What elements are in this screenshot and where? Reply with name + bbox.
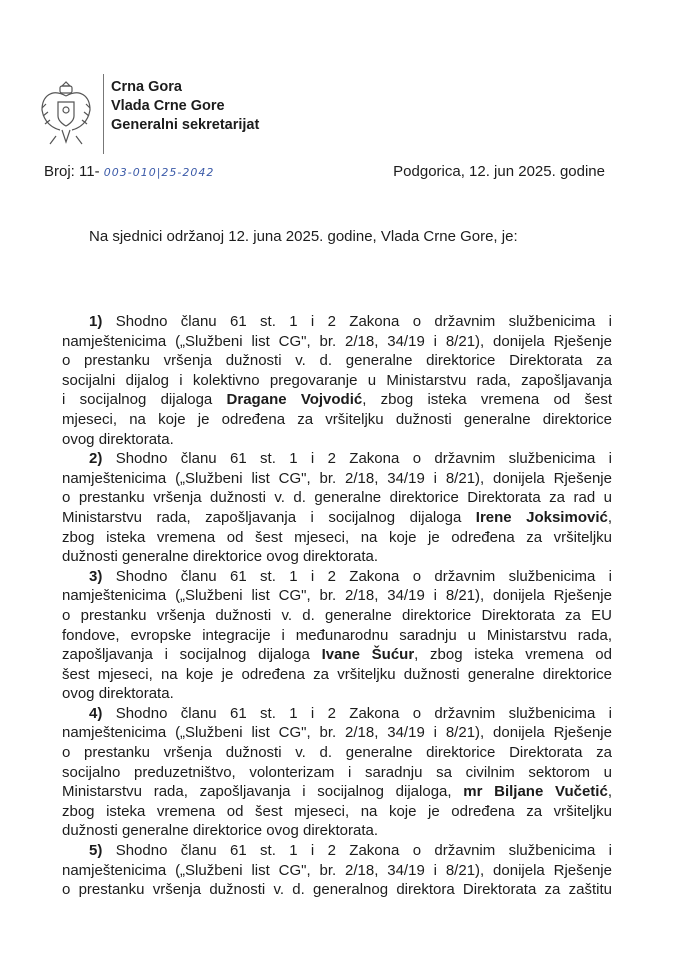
coat-of-arms-emblem: [38, 78, 94, 148]
decision-paragraph: [62, 704, 612, 841]
text-segment: zbog isteka vremena od šest mjeseci, na koje je određena za vršiteljku: [62, 528, 612, 546]
bold-text: 1): [89, 313, 103, 330]
paragraph-line: [62, 410, 612, 430]
text-segment: o prestanku vršenja dužnosti v. d. generalnog direktora Direktorata za zaštitu: [62, 881, 612, 899]
text-segment: namještenicima („Službeni list CG", br. 2/18, 34/19 i 8/21), donijela Rješenje: [62, 587, 612, 605]
bold-text: Dragane Vojvodić: [226, 391, 363, 409]
text-segment: namještenicima („Službeni list CG", br. 2/18, 34/19 i 8/21), donijela Rješenje: [62, 469, 612, 487]
text-segment: Shodno članu 61 st. 1 i 2 Zakona o državnim službenicima i: [102, 567, 612, 585]
paragraph-line: [62, 821, 612, 841]
text-segment: Shodno članu 61 st. 1 i 2 Zakona o državnim službenicima i: [102, 842, 612, 860]
text-segment: o prestanku vršenja dužnosti v. d. generalne direktorice Direktorata za rad u: [62, 489, 612, 507]
paragraph-line: [62, 371, 612, 391]
paragraph-line: [62, 626, 612, 646]
text-segment: Shodno članu 61 st. 1 i 2 Zakona o državnim službenicima i: [102, 450, 612, 468]
text-segment: mjeseci, na koje je određena za vršiteljku dužnosti generalne direktorice: [62, 410, 612, 428]
paragraph-line: [62, 390, 612, 410]
bold-text: 5): [89, 842, 103, 860]
document-date: Podgorica, 12. jun 2025. godine: [393, 163, 605, 180]
paragraph-line: [62, 312, 612, 332]
bold-text: 2): [89, 450, 103, 468]
text-segment: Ministarstvu rada, zapošljavanja i socijalnog dijaloga,: [62, 783, 464, 801]
bold-text: Irene Joksimović: [475, 508, 608, 526]
paragraph-line: [62, 802, 612, 822]
bold-text: 4): [89, 704, 103, 722]
org-country: Crna Gora: [111, 79, 182, 95]
text-segment: o prestanku vršenja dužnosti v. d. generalne direktorice Direktorata za EU: [62, 606, 612, 624]
paragraph-line: [62, 567, 612, 587]
paragraph-line: [62, 449, 612, 469]
paragraph-line: [62, 586, 612, 606]
text-segment: , zbog isteka vremena od šest: [362, 391, 612, 409]
bold-text: mr Biljane Vučetić: [463, 783, 608, 801]
text-segment: o prestanku vršenja dužnosti v. d. generalne direktorice Direktorata za: [62, 744, 612, 762]
text-segment: ovog direktorata.: [62, 430, 174, 448]
paragraph-line: [62, 665, 612, 685]
paragraph-line: [62, 723, 612, 743]
paragraph-line: [62, 782, 612, 802]
text-segment: socijalni dijalog i kolektivno pregovaranje u Ministarstvu rada, zapošljavanja: [62, 371, 612, 389]
text-segment: Shodno članu 61 st. 1 i 2 Zakona o državnim službenicima i: [102, 704, 612, 722]
paragraph-line: [62, 841, 612, 861]
paragraph-line: [62, 528, 612, 548]
text-segment: namještenicima („Službeni list CG", br. 2/18, 34/19 i 8/21), donijela Rješenje: [62, 332, 612, 350]
decision-paragraph: [62, 449, 612, 567]
paragraph-line: [62, 861, 612, 881]
text-segment: zbog isteka vremena od šest mjeseci, na koje je određena za vršiteljku: [62, 802, 612, 820]
organization-header: [111, 78, 259, 135]
text-segment: ,: [607, 508, 613, 526]
text-segment: ovog direktorata.: [62, 685, 174, 703]
paragraph-line: [62, 606, 612, 626]
paragraph-line: [62, 880, 612, 900]
intro-sentence: Na sjednici održanoj 12. juna 2025. godine, Vlada Crne Gore, je:: [89, 228, 518, 245]
bold-text: 3): [89, 567, 103, 585]
document-number: [44, 163, 214, 180]
text-segment: dužnosti generalne direktorice ovog direktorata.: [62, 548, 379, 566]
decision-paragraph: [62, 841, 612, 900]
paragraph-line: [62, 704, 612, 724]
decision-paragraph: [62, 312, 612, 449]
document-number-label: Broj: 11-: [44, 163, 100, 180]
paragraph-line: [62, 763, 612, 783]
text-segment: ,: [607, 783, 612, 801]
org-secretariat: Generalni sekretarijat: [111, 117, 260, 133]
bold-text: Ivane Šućur: [321, 646, 415, 664]
header-divider: [103, 74, 104, 154]
text-segment: namještenicima („Službeni list CG", br. 2/18, 34/19 i 8/21), donijela Rješenje: [62, 724, 612, 742]
paragraph-line: [62, 469, 612, 489]
paragraph-line: [62, 430, 612, 450]
paragraph-line: [62, 684, 612, 704]
text-segment: , zbog isteka vremena od: [414, 646, 612, 664]
text-segment: zapošljavanja i socijalnog dijaloga: [62, 646, 322, 664]
text-segment: socijalno preduzetništvo, volonterizam i saradnju sa civilnim sektorom u: [62, 763, 612, 781]
paragraph-line: [62, 332, 612, 352]
document-body: [62, 312, 612, 900]
paragraph-line: [62, 488, 612, 508]
text-segment: dužnosti generalne direktorice ovog direktorata.: [62, 822, 379, 840]
text-segment: fondove, evropske integracije i međunarodnu saradnju u Ministarstvu rada,: [62, 626, 612, 644]
text-segment: šest mjeseci, na koje je određena za vršiteljku dužnosti generalne direktorice: [62, 665, 612, 683]
paragraph-line: [62, 508, 612, 528]
paragraph-line: [62, 351, 612, 371]
org-government: Vlada Crne Gore: [111, 98, 225, 114]
paragraph-line: [62, 743, 612, 763]
text-segment: Shodno članu 61 st. 1 i 2 Zakona o državnim službenicima i: [102, 313, 612, 330]
document-number-handwritten: 003-010|25-2042: [103, 166, 215, 179]
paragraph-line: [62, 547, 612, 567]
text-segment: o prestanku vršenja dužnosti v. d. generalne direktorice Direktorata za: [62, 352, 612, 370]
paragraph-line: [62, 645, 612, 665]
text-segment: namještenicima („Službeni list CG", br. 2/18, 34/19 i 8/21), donijela Rješenje: [62, 861, 612, 879]
text-segment: Ministarstvu rada, zapošljavanja i socijalnog dijaloga: [62, 508, 476, 526]
decision-paragraph: [62, 567, 612, 704]
text-segment: i socijalnog dijaloga: [62, 391, 227, 409]
